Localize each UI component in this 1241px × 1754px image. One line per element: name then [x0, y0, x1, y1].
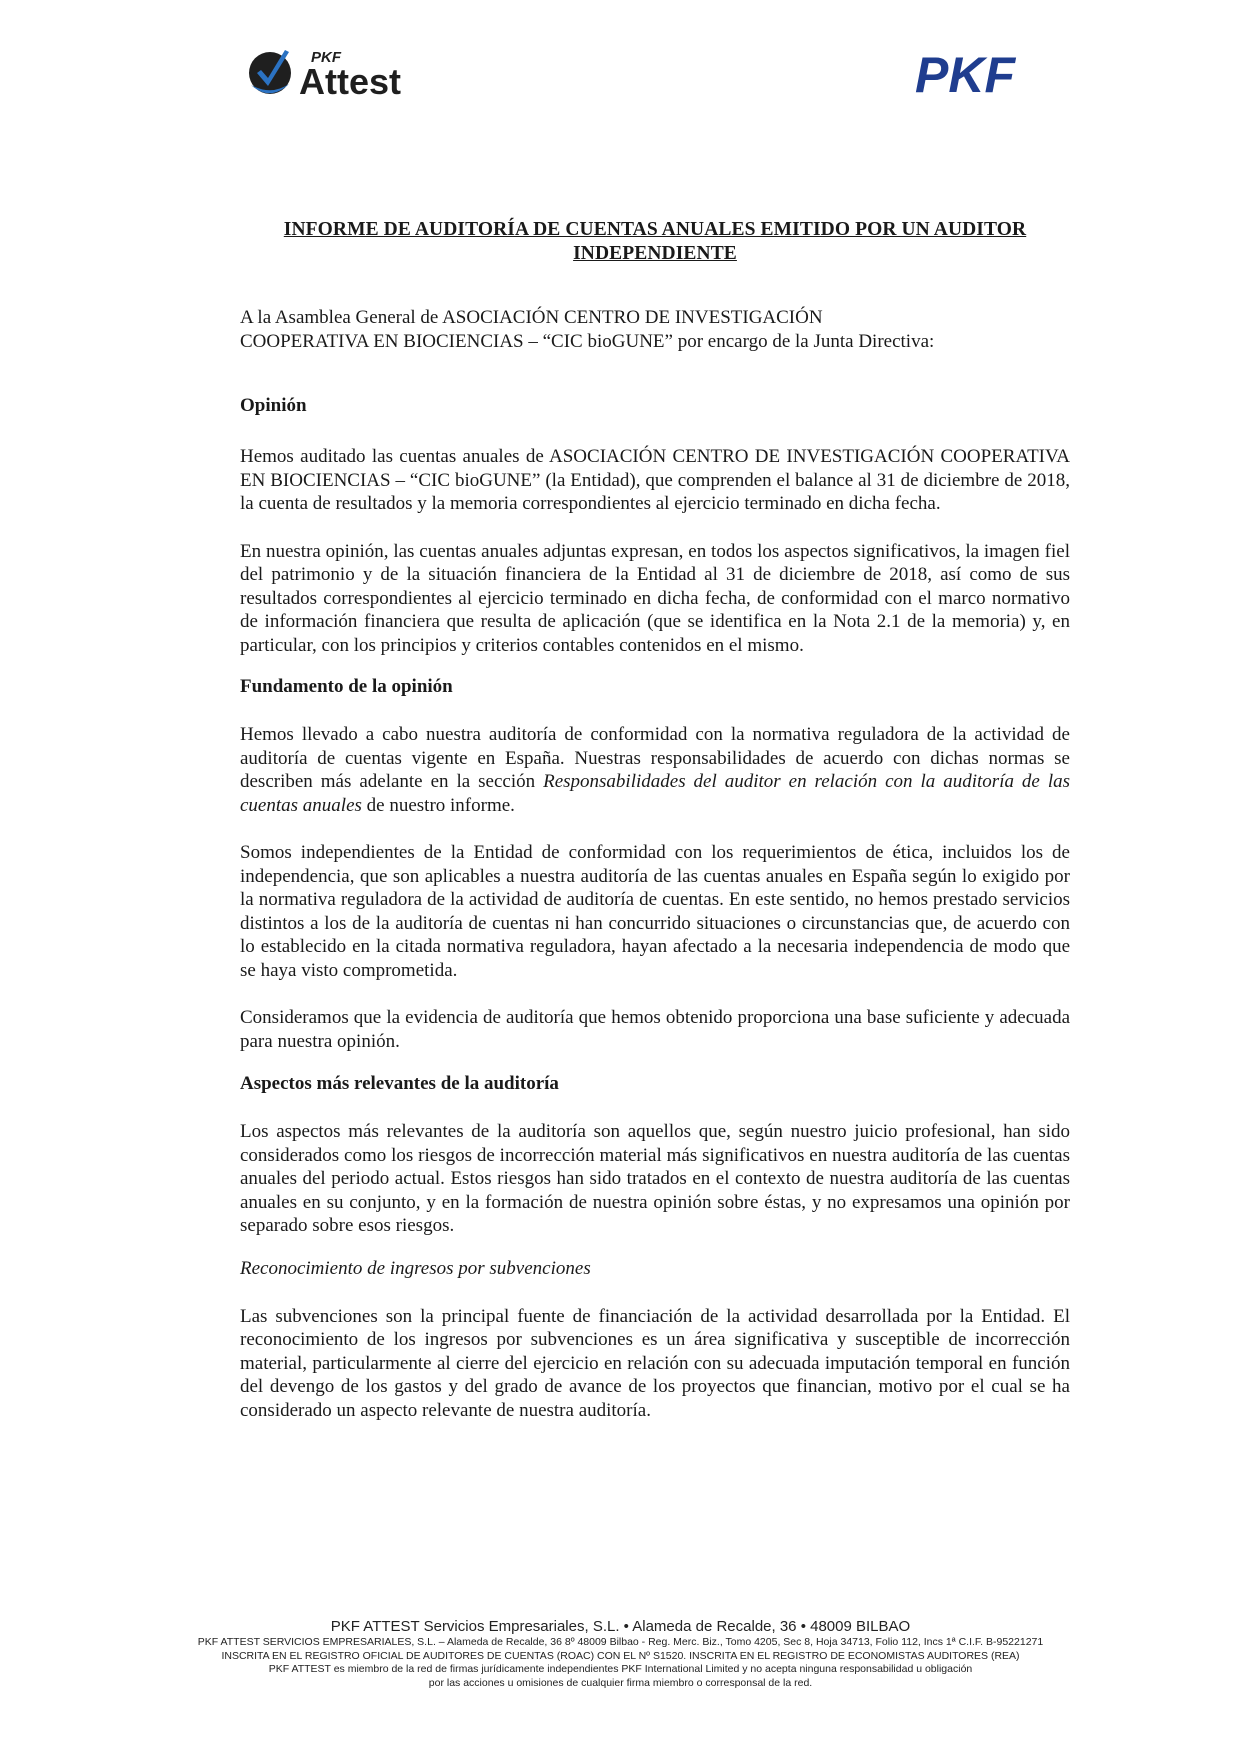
subvenciones-paragraph: Las subvenciones son la principal fuente de financiación de la actividad desarrollada por la Entidad. El reconocimiento de los ingresos por subvenciones es un área significativa y susceptible de incorrección material, particularmente al cierre del ejercicio en relación con su adecuada imputación temporal en función del devengo de los gastos y del grado de avance de los proyectos que financian, motivo por el cual se ha considerado un aspecto relevante de nuestra auditoría. — [240, 1305, 1070, 1421]
fundamento-paragraph-1 — [240, 723, 1070, 817]
aspectos-heading: Aspectos más relevantes de la auditoría — [240, 1073, 559, 1094]
footer-line-2: PKF ATTEST SERVICIOS EMPRESARIALES, S.L. – Alameda de Recalde, 36 8º 48009 Bilbao - Reg. Merc. Biz., Tomo 4205, Sec 8, Hoja 34713, Folio 112, Incs 1ª C.I.F. B-95221271 — [197, 1636, 1044, 1648]
addressee-line-1: A la Asamblea General de ASOCIACIÓN CENTRO DE INVESTIGACIÓN — [240, 307, 823, 328]
pkf-attest-logo — [243, 40, 443, 110]
addressee — [240, 306, 1070, 354]
opinion-paragraph-2: En nuestra opinión, las cuentas anuales adjuntas expresan, en todos los aspectos significativos, la imagen fiel del patrimonio y de la situación financiera de la Entidad al 31 de diciembre de 2018, así como de sus resultados correspondientes al ejercicio terminado en dicha fecha, de conformidad con el marco normativo de información financiera que resulta de aplicación (que se identifica en la Nota 2.1 de la memoria) y, en particular, con los principios y criterios contables contenidos en el mismo. — [240, 540, 1070, 656]
fundamento-p1-italic: Responsabilidades del auditor en relación con la auditoría de las cuentas anuales — [240, 771, 1071, 816]
fundamento-paragraph-3: Consideramos que la evidencia de auditoría que hemos obtenido proporciona una base suficiente y adecuada para nuestra opinión. — [240, 1007, 1070, 1052]
fundamento-heading: Fundamento de la opinión — [240, 676, 453, 697]
aspectos-paragraph-1: Los aspectos más relevantes de la auditoría son aquellos que, según nuestro juicio profesional, han sido considerados como los riesgos de incorrección material más significativos en nuestra auditoría de las cuentas anuales del periodo actual. Estos riesgos han sido tratados en el contexto de nuestra auditoría de las cuentas anuales en su conjunto, y en la formación de nuestra opinión sobre éstas, y no expresamos una opinión por separado sobre esos riesgos. — [240, 1121, 1070, 1236]
pkf-logo-text: PKF — [915, 47, 1015, 102]
page-footer — [0, 1618, 1241, 1690]
report-title-line-1: INFORME DE AUDITORÍA DE CUENTAS ANUALES EMITIDO POR UN AUDITOR — [283, 219, 1027, 240]
pkf-logo-graphic — [915, 42, 1045, 102]
report-body — [240, 218, 1070, 1422]
addressee-line-2: COOPERATIVA EN BIOCIENCIAS – “CIC bioGUNE” por encargo de la Junta Directiva: — [240, 331, 935, 352]
footer-line-4: PKF ATTEST es miembro de la red de firmas jurídicamente independientes PKF International Limited y no acepta ninguna responsabilidad u obligación — [268, 1663, 973, 1675]
pkf-logo — [915, 42, 1045, 102]
footer-line-1: PKF ATTEST Servicios Empresariales, S.L. • Alameda de Recalde, 36 • 48009 BILBAO — [330, 1618, 911, 1635]
pkf-attest-logo-graphic — [243, 40, 443, 110]
fundamento-paragraph-2: Somos independientes de la Entidad de conformidad con los requerimientos de ética, incluidos los de independencia, que son aplicables a nuestra auditoría de las cuentas anuales en España según lo exigido por la normativa reguladora de la actividad de auditoría de cuentas. En este sentido, no hemos prestado servicios distintos a los de la auditoría de cuentas ni han concurrido situaciones o circunstancias que, de acuerdo con lo establecido en la citada normativa reguladora, hayan afectado a la necesaria independencia de modo que se haya visto comprometida. — [240, 842, 1070, 981]
fundamento-p1-end: de nuestro informe. — [361, 794, 515, 816]
subvenciones-subheading: Reconocimiento de ingresos por subvenciones — [240, 1257, 591, 1279]
footer-line-3: INSCRITA EN EL REGISTRO OFICIAL DE AUDITORES DE CUENTAS (ROAC) CON EL Nº S1520. INSCRITA EN EL REGISTRO DE ECONOMISTAS AUDITORES (REA) — [221, 1649, 1020, 1662]
opinion-heading: Opinión — [240, 395, 307, 416]
footer-line-5: por las acciones u omisiones de cualquier firma miembro o corresponsal de la red. — [428, 1676, 813, 1689]
report-title-line-2: INDEPENDIENTE — [573, 243, 737, 264]
pkf-small-text: PKF — [311, 49, 341, 66]
opinion-paragraph-1: Hemos auditado las cuentas anuales de ASOCIACIÓN CENTRO DE INVESTIGACIÓN COOPERATIVA EN BIOCIENCIAS – “CIC bioGUNE” (la Entidad), que comprenden el balance al 31 de diciembre de 2018, la cuenta de resultados y la memoria correspondientes al ejercicio terminado en dicha fecha. — [240, 446, 1070, 514]
fundamento-p1-start: Hemos llevado a cabo nuestra auditoría de conformidad con la normativa reguladora de la actividad de auditoría de cuentas vigente en España. Nuestras responsabilidades de acuerdo con dichas normas se describen más adelante en la sección — [240, 724, 1070, 792]
report-title — [240, 218, 1070, 266]
attest-text: Attest — [299, 61, 402, 102]
